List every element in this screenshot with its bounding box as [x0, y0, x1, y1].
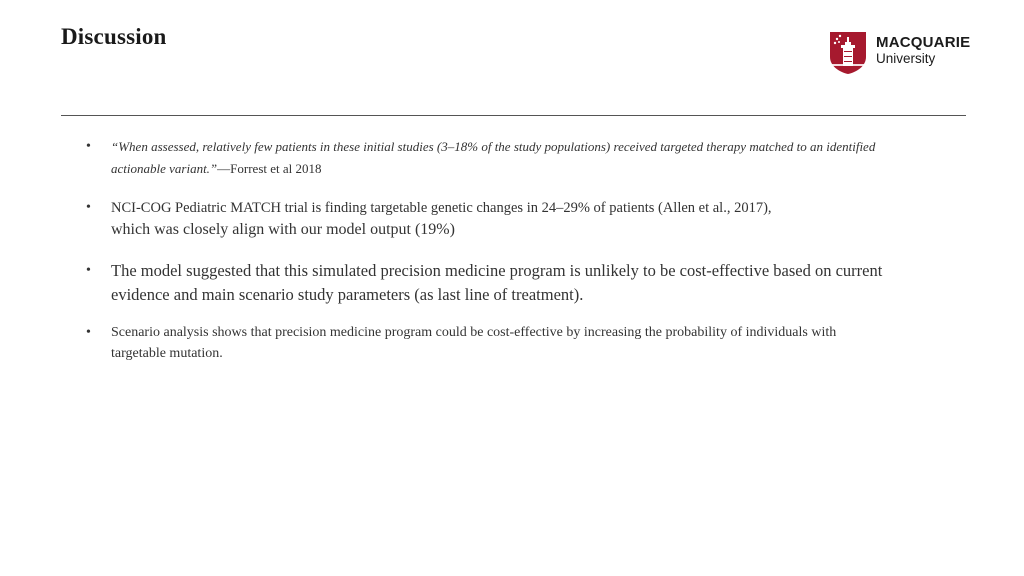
bullet-text: The model suggested that this simulated precision medicine program is unlikely to be cost-effective based on current evidence and main scenario study parameters (as last line of treatment).	[111, 261, 883, 304]
slide-title: Discussion	[61, 24, 167, 49]
bullet-item	[86, 322, 886, 364]
bullet-text-line1: NCI-COG Pediatric MATCH trial is finding targetable genetic changes in 24–29% of patients (Allen et al., 2017),	[111, 200, 772, 216]
bullet-item	[86, 136, 886, 180]
bullet-dot: •	[86, 325, 91, 340]
bullet-dot: •	[86, 200, 91, 215]
logo-name: MACQUARIE	[876, 34, 971, 51]
quote-attribution: —Forrest et al 2018	[217, 161, 322, 176]
macquarie-logo	[829, 31, 970, 75]
bullet-item	[86, 197, 886, 241]
quote-text: “When assessed, relatively few patients in these initial studies (3–18% of the study populations) received targeted therapy matched to an identified actionable variant.”	[111, 139, 876, 176]
bullet-text: Scenario analysis shows that precision medicine program could be cost-effective by increasing the probability of individuals with targetable mutation.	[111, 325, 837, 361]
bullet-item	[86, 259, 886, 307]
university-crest-icon	[829, 31, 867, 75]
logo-subtitle: University	[876, 51, 936, 66]
bullet-text-line2: which was closely align with our model output (19%)	[111, 221, 455, 238]
title-divider	[61, 115, 966, 116]
bullet-dot: •	[86, 263, 91, 278]
bullet-list	[86, 136, 886, 364]
bullet-dot: •	[86, 139, 91, 154]
